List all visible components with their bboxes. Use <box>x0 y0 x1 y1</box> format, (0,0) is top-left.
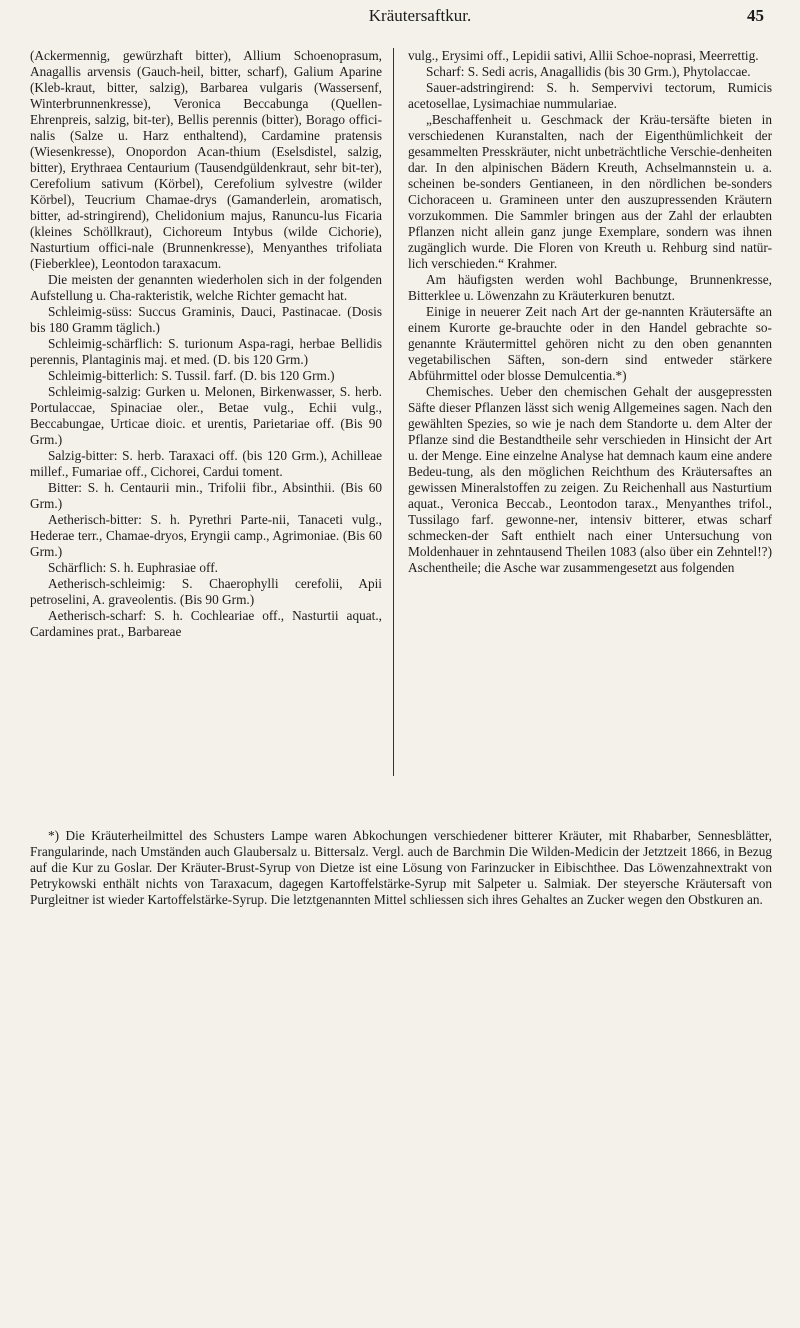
paragraph: Einige in neuerer Zeit nach Art der ge-nannten Kräutersäfte an einem Kurorte ge-brauchte oder in den Handel gebrachte so-genannte Kräutermittel gehören nicht zu den oben genannten vegetabilischen Säften, son-dern sind entweder stärkere Abführmittel oder blosse Demulcentia.*) <box>408 304 772 383</box>
paragraph: Sauer-adstringirend: S. h. Sempervivi tectorum, Rumicis acetosellae, Lysimachiae nummulariae. <box>408 80 772 111</box>
paragraph: Am häufigsten werden wohl Bachbunge, Brunnenkresse, Bitterklee u. Löwenzahn zu Kräuterkuren benutzt. <box>408 272 772 303</box>
running-title: Kräutersaftkur. <box>368 6 472 25</box>
paragraph: Scharf: S. Sedi acris, Anagallidis (bis 30 Grm.), Phytolaccae. <box>426 64 751 79</box>
paragraph: Schleimig-salzig: Gurken u. Melonen, Birkenwasser, S. herb. Portulaccae, Spinaciae oler., Betae vulg., Echii vulg., Beccabungae, Urticae dioic. et urentis, Parietariae off. (Bis 90 Grm.) <box>30 384 382 447</box>
paragraph: Aetherisch-schleimig: S. Chaerophylli cerefolii, Apii petroselini, A. graveolentis. (Bis 90 Grm.) <box>30 576 382 607</box>
paragraph: Salzig-bitter: S. herb. Taraxaci off. (bis 120 Grm.), Achilleae millef., Fumariae off., Cichorei, Cardui toment. <box>30 448 382 479</box>
page-number: 45 <box>747 6 764 25</box>
column-divider <box>393 48 394 776</box>
paragraph: Aetherisch-scharf: S. h. Cochleariae off., Nasturtii aquat., Cardamines prat., Barbareae <box>30 608 382 639</box>
paragraph: Schleimig-bitterlich: S. Tussil. farf. (D. bis 120 Grm.) <box>48 368 335 383</box>
paragraph: Bitter: S. h. Centaurii min., Trifolii fibr., Absinthii. (Bis 60 Grm.) <box>30 480 382 511</box>
paragraph: Die meisten der genannten wiederholen sich in der folgenden Aufstellung u. Cha-rakteristik, welche Richter gemacht hat. <box>30 272 382 303</box>
left-column <box>30 48 382 640</box>
right-column <box>408 48 772 576</box>
paragraph: vulg., Erysimi off., Lepidii sativi, Allii Schoe-noprasi, Meerrettig. <box>408 48 759 63</box>
paragraph: Schleimig-schärflich: S. turionum Aspa-ragi, herbae Bellidis perennis, Plantaginis maj. et med. (D. bis 120 Grm.) <box>30 336 382 367</box>
paragraph: (Ackermennig, gewürzhaft bitter), Allium Schoenoprasum, Anagallis arvensis (Gauch-heil, bitter, scharf), Galium Aparine (Kleb-kraut, bitter, salzig), Barbarea vulgaris (Wassersenf, Winterbrunnenkresse), Veronica Beccabunga (Quellen-Ehrenpreis, salzig, bit-ter), Bellis perennis (bitter), Borago offici-nalis (Salze u. Harz enthaltend), Cardamine pratensis (Wiesenkresse), Onopordon Acan-thium (Eselsdistel, salzig, bitter), Erythraea Centaurium (Tausendgüldenkraut, sehr bit-ter), Cerefolium sativum (Körbel), Cerefolium sylvestre (wilder Körbel), Teucrium Chamae-drys (Gamanderlein, aromatisch, bitter, ad-stringirend), Chelidonium majus, Ranuncu-lus Ficaria (kleines Schöllkraut), Cichoreum Intybus (wilde Cichorie), Nasturtium offici-nale (Brunnenkresse), Menyanthes trifoliata (Fieberklee), Leontodon taraxacum. <box>30 48 382 271</box>
paragraph: „Beschaffenheit u. Geschmack der Kräu-tersäfte bieten in verschiedenen Kuranstalten, nach der Eigenthümlichkeit der gesammelten Presskräuter, nicht unbeträchtliche Verschie-denheiten dar. In den alpinischen Bädern Kreuth, Achselmannstein u. a. scheinen be-sonders Gentianeen, in den nördlichen be-sonders Cichoraceen u. Gramineen unter den auszupressenden Kräutern vorzukommen. Die Sammler bringen aus der Zahl der erlaubten Pflanzen nicht allein ganz junge Exemplare, sondern was ihnen zugänglich wurde. Die Floren von Kreuth u. Rehburg sind natür-lich verschieden.“ Krahmer. <box>408 112 772 271</box>
page-header <box>0 6 800 36</box>
paragraph: Aetherisch-bitter: S. h. Pyrethri Parte-nii, Tanaceti vulg., Hederae terr., Chamae-dryos, Eryngii camp., Agrimoniae. (Bis 60 Grm.) <box>30 512 382 559</box>
paragraph: Schleimig-süss: Succus Graminis, Dauci, Pastinacae. (Dosis bis 180 Gramm täglich.) <box>30 304 382 335</box>
paragraph: Chemisches. Ueber den chemischen Gehalt der ausgepressten Säfte dieser Pflanzen lässt sich wenig Allgemeines sagen. Nach den gewählten Spezies, so wie je nach dem Standorte u. dem Alter der Pflanze sind die Bestandtheile sehr verschieden in Hinsicht der Art u. der Menge. Eine einzelne Analyse hat demnach kaum eine andere Bedeu-tung, als den möglichen Reichthum des Kräutersaftes an gewissen Mineralstoffen zu zeigen. Zu Reichenhall aus Nasturtium aquat., Veronica Beccab., Leontodon tarax., Menyanthes trifol., Tussilago farf. gewonne-ner, intensiv bitterer, etwas scharf schmecken-der Saft enthielt nach einer Untersuchung von Moldenhauer in zehntausend Theilen 1083 (also über ein Zehntel!?) Aschentheile; die Asche war zusammengesetzt aus folgenden <box>408 384 772 575</box>
paragraph: Schärflich: S. h. Euphrasiae off. <box>48 560 218 575</box>
footnote: *) Die Kräuterheilmittel des Schusters Lampe waren Abkochungen verschiedener bitterer Kräuter, mit Rhabarber, Sennesblätter, Frangularinde, nach Umständen auch Glaubersalz u. Bittersalz. Vergl. auch de Barchmin Die Wilden-Medicin der Jetztzeit 1866, in Bezug auf die Kur zu Goslar. Der Kräuter-Brust-Syrup von Dietze ist eine Lösung von Farinzucker in Eibischthee. Das Löwenzahnextrakt von Petrykowski enthält nichts von Taraxacum, dagegen Kartoffelstärke-Syrup mit Salpeter u. Salmiak. Der steyersche Kräutersaft von Purgleitner ist wieder Kartoffelstärke-Syrup. Die letztgenannten Mittel schliessen sich ihres Gehaltes an Zucker wegen den Obstkuren an. <box>30 828 772 907</box>
